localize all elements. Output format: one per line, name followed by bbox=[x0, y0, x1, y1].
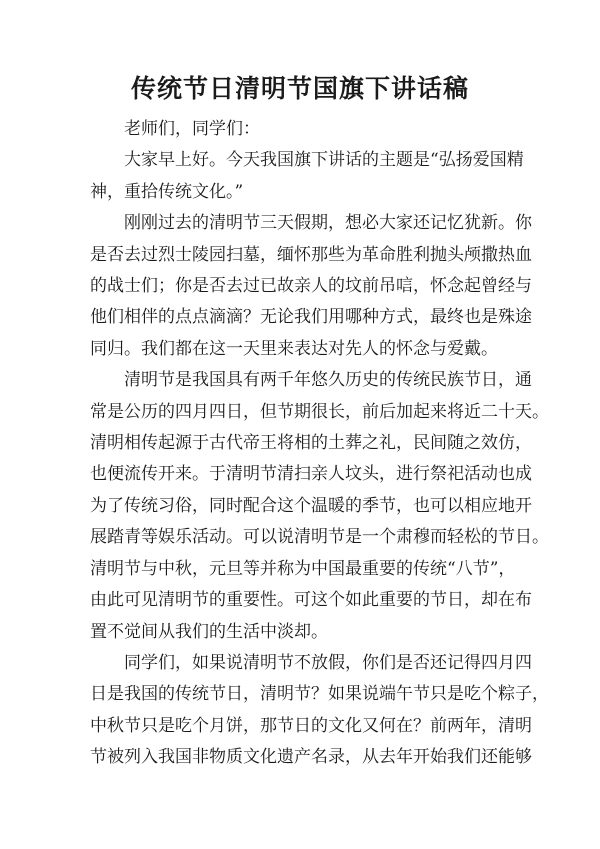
text-line: 清明节是我国具有两千年悠久历史的传统民族节日，通 bbox=[124, 370, 532, 391]
paragraph bbox=[90, 145, 524, 208]
document-title: 传统节日清明节国旗下讲话稿 bbox=[130, 74, 469, 103]
greeting: 老师们，同学们： bbox=[124, 119, 260, 139]
text-line: 日是我国的传统节日，清明节？如果说端午节只是吃个粽子， bbox=[90, 684, 549, 705]
text-line: 是否去过烈士陵园扫墓，缅怀那些为革命胜利抛头颅撒热血 bbox=[90, 244, 532, 265]
text-line: 的战士们；你是否去过已故亲人的坟前吊唁，怀念起曾经与 bbox=[90, 276, 532, 297]
text-line: 刚刚过去的清明节三天假期，想必大家还记忆犹新。你 bbox=[124, 213, 532, 234]
text-line: 由此可见清明节的重要性。可这个如此重要的节日，却在布 bbox=[90, 590, 532, 611]
text-line: 大家早上好。今天我国旗下讲话的主题是“弘扬爱国精 bbox=[124, 150, 524, 171]
text-line: 神，重拾传统文化。” bbox=[90, 181, 244, 202]
paragraph bbox=[90, 365, 549, 648]
text-line: 同归。我们都在这一天里来表达对先人的怀念与爱戴。 bbox=[90, 338, 498, 359]
document-body bbox=[90, 114, 549, 774]
paragraph bbox=[90, 208, 532, 365]
text-line: 中秋节只是吃个月饼，那节日的文化又何在？前两年，清明 bbox=[90, 715, 532, 736]
text-line: 也便流传开来。于清明节清扫亲人坟头，进行祭祀活动也成 bbox=[90, 464, 532, 485]
text-line: 清明相传起源于古代帝王将相的土葬之礼，民间随之效仿， bbox=[90, 433, 532, 454]
text-line: 展踏青等娱乐活动。可以说清明节是一个肃穆而轻松的节日。 bbox=[90, 527, 549, 548]
text-line: 清明节与中秋，元旦等并称为中国最重要的传统“八节”， bbox=[90, 558, 516, 579]
text-line: 置不觉间从我们的生活中淡却。 bbox=[90, 621, 328, 642]
text-line: 他们相伴的点点滴滴？无论我们用哪种方式，最终也是殊途 bbox=[90, 307, 532, 328]
text-line: 节被列入我国非物质文化遗产名录，从去年开始我们还能够 bbox=[90, 747, 532, 768]
text-line: 为了传统习俗，同时配合这个温暖的季节，也可以相应地开 bbox=[90, 495, 532, 516]
text-line: 同学们，如果说清明节不放假，你们是否还记得四月四 bbox=[124, 652, 532, 673]
text-line: 常是公历的四月四日，但节期很长，前后加起来将近二十天。 bbox=[90, 401, 549, 422]
paragraph bbox=[90, 648, 549, 774]
